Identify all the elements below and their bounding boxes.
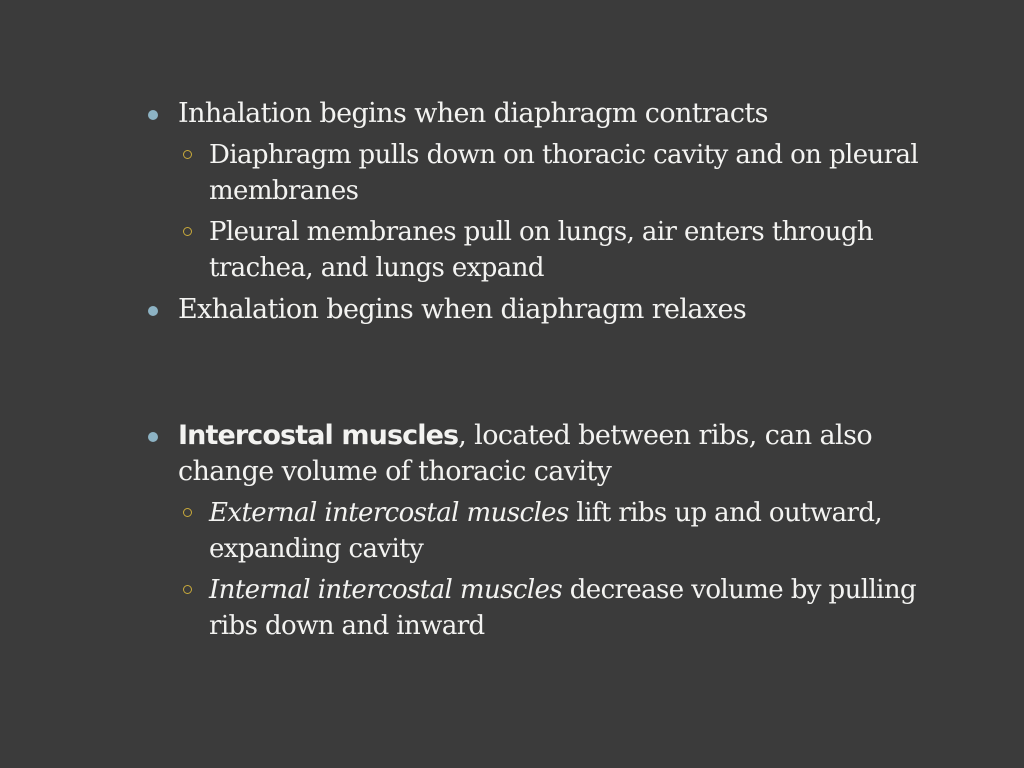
bullet-inhalation [146, 96, 936, 132]
subbullet-text: decrease volume by pulling ribs down and inward [209, 575, 917, 641]
subbullet-text: Pleural membranes pull on lungs, air enters through trachea, and lungs expand [209, 217, 874, 283]
hollow-circle-icon [183, 585, 192, 594]
subbullet-external-intercostal [178, 495, 936, 567]
bullet-dot-icon [148, 110, 158, 120]
hollow-circle-icon [183, 150, 192, 159]
hollow-circle-icon [183, 508, 192, 517]
bullet-text: , located between ribs, can also change volume of thoracic cavity [178, 420, 872, 487]
subbullet-pleural-membranes [178, 214, 936, 286]
hollow-circle-icon [183, 227, 192, 236]
bullet-dot-icon [148, 432, 158, 442]
bullet-intercostal-muscles [146, 418, 936, 490]
term-external-intercostal: External intercostal muscles [209, 498, 569, 528]
subbullet-diaphragm-pulls [178, 137, 936, 209]
term-internal-intercostal: Internal intercostal muscles [209, 575, 563, 605]
bullet-dot-icon [148, 306, 158, 316]
slide-body [146, 96, 936, 644]
subbullet-text: lift ribs up and outward, expanding cavity [209, 498, 883, 564]
subbullet-text: Diaphragm pulls down on thoracic cavity and on pleural membranes [209, 140, 919, 206]
bullet-text: Inhalation begins when diaphragm contracts [178, 98, 768, 129]
bullet-exhalation [146, 292, 936, 328]
bullet-text: Exhalation begins when diaphragm relaxes [178, 294, 747, 325]
term-intercostal-muscles: Intercostal muscles [178, 420, 459, 451]
subbullet-internal-intercostal [178, 572, 936, 644]
